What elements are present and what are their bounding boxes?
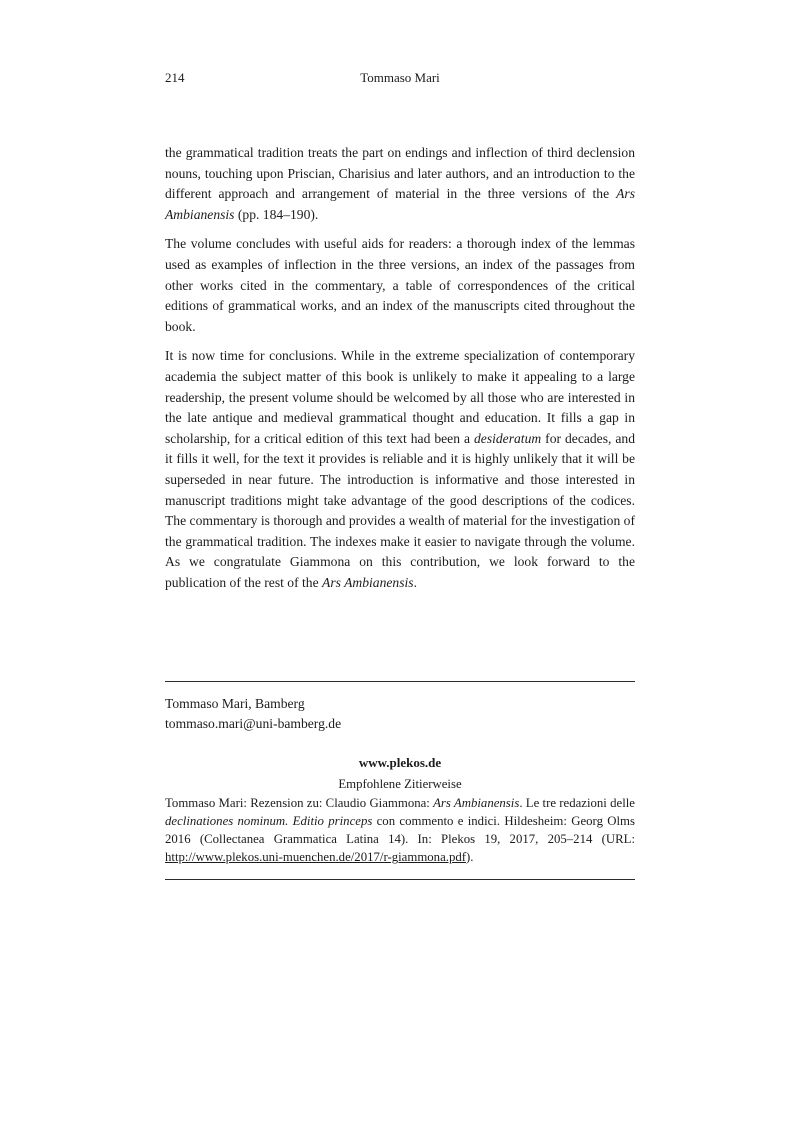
text-run: Ars Ambianensis: [165, 186, 635, 222]
author-name: Tommaso Mari, Bamberg: [165, 696, 305, 712]
text-run: It is now time for conclusions. While in the extreme specialization of contemporary academia the subject matter of this book is unlikely to make it appealing to a large readership, the present volume should be welcomed by all those who are interested in the late antique and medieval grammatical thought and education. It fills a gap in scholarship, for a critical edition of this text had been a: [165, 348, 635, 446]
text-run: .: [413, 574, 417, 590]
text-run: The volume concludes with useful aids for readers: a thorough index of the lemmas used as examples of inflection in the three versions, an index of the passages from other works cited in the commentary, a table of correspondences of the critical editions of grammatical works, and an index of the manuscripts cited throughout the book.: [165, 236, 635, 334]
author-email: tommaso.mari@uni-bamberg.de: [165, 716, 342, 732]
text-run: desideratum: [473, 430, 542, 446]
text-run: for decades, and it fills it well, for the text it provides is reliable and it is highly unlikely that it will be superseded in near future. The introduction is informative and those interested in manuscript traditions might take advantage of the good descriptions of the codices. The commentary is thorough and provides a wealth of material for the investigation of the grammatical tradition. The indexes make it easier to navigate through the volume. As we congratulate Giammona on this contribution, we look forward to the publication of the rest of the: [165, 430, 635, 590]
site-title: www.plekos.de: [358, 755, 442, 771]
citation-heading: Empfohlene Zitierweise: [338, 777, 462, 792]
text-run: Tommaso Mari: Rezension zu: Claudio Giammona:: [165, 796, 434, 811]
body-paragraph: [165, 234, 635, 337]
running-header: Tommaso Mari: [360, 70, 440, 85]
citation-url-link[interactable]: http://www.plekos.uni-muenchen.de/2017/r-giammona.pdf: [165, 850, 467, 865]
text-run: declinationes nominum. Editio princeps: [165, 814, 373, 829]
text-column: [165, 0, 635, 880]
text-run: Ars Ambianensis: [433, 796, 520, 811]
body-text: [165, 143, 635, 593]
divider-top: [165, 681, 635, 682]
divider-bottom: [165, 879, 635, 880]
citation-paragraph: [165, 794, 635, 866]
page-number: 214: [165, 70, 185, 85]
citation-block: [165, 754, 635, 866]
text-run: ).: [466, 850, 474, 865]
text-run: (pp. 184–190).: [234, 206, 319, 222]
text-run: the grammatical tradition treats the part on endings and inflection of third declension nouns, touching upon Priscian, Charisius and later authors, and an introduction to the different approach and arrangement of material in the three versions of the: [165, 145, 635, 202]
body-paragraph: [165, 346, 635, 593]
signature-block: [165, 694, 635, 734]
text-run: con commento e indici. Hildesheim: Georg Olms 2016 (Collectanea Grammatica Latina 14). In: Plekos 19, 2017, 205–214 (URL:: [165, 814, 635, 847]
body-paragraph: [165, 143, 635, 225]
text-run: . Le tre redazioni delle: [519, 796, 635, 811]
page-header: [165, 69, 635, 86]
text-run: Ars Ambianensis: [322, 574, 414, 590]
